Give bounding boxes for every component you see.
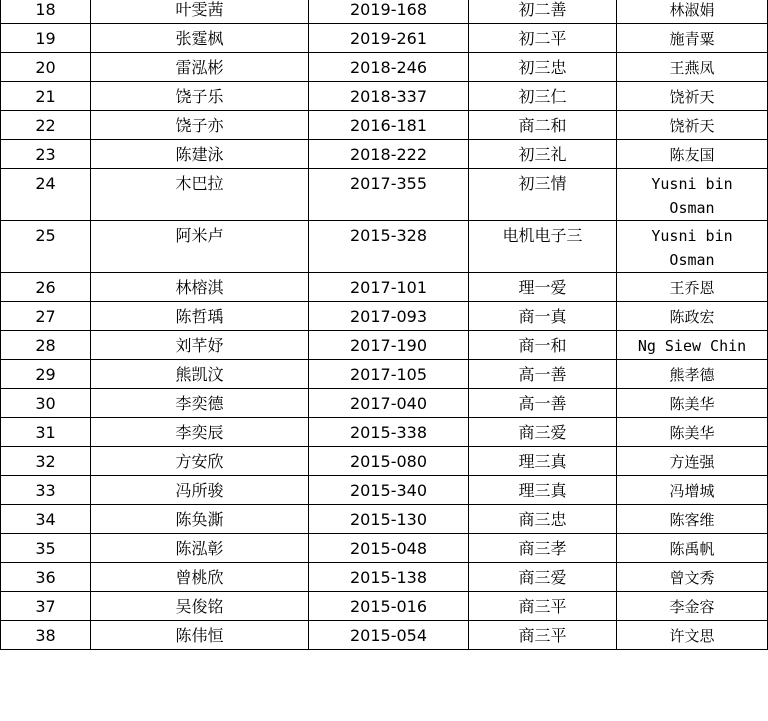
table-row <box>1 592 768 621</box>
student-name-cell: 陈哲瑀 <box>91 302 309 331</box>
student-id-cell: 2015-016 <box>309 592 469 621</box>
teacher-name-cell: 冯增城 <box>617 476 768 505</box>
teacher-name-cell: 施青粟 <box>617 24 768 53</box>
student-name-cell: 熊凯汶 <box>91 360 309 389</box>
student-id-cell: 2015-048 <box>309 534 469 563</box>
student-name-cell: 饶子乐 <box>91 82 309 111</box>
teacher-name-cell: Ng Siew Chin <box>617 331 768 360</box>
student-name-cell: 木巴拉 <box>91 169 309 221</box>
student-name-cell: 陈奂澌 <box>91 505 309 534</box>
table-row <box>1 418 768 447</box>
teacher-name-cell: 陈禹帆 <box>617 534 768 563</box>
table-row <box>1 447 768 476</box>
table-row <box>1 505 768 534</box>
student-id-cell: 2019-168 <box>309 0 469 24</box>
teacher-name-cell: 饶祈天 <box>617 82 768 111</box>
row-number-cell: 34 <box>1 505 91 534</box>
class-name-cell: 商二和 <box>469 111 617 140</box>
teacher-name-cell: 陈政宏 <box>617 302 768 331</box>
table-row <box>1 621 768 650</box>
teacher-name-cell: 陈美华 <box>617 418 768 447</box>
table-row <box>1 273 768 302</box>
student-id-cell: 2017-190 <box>309 331 469 360</box>
row-number-cell: 32 <box>1 447 91 476</box>
class-name-cell: 电机电子三 <box>469 221 617 273</box>
student-name-cell: 叶雯茜 <box>91 0 309 24</box>
student-name-cell: 吴俊铭 <box>91 592 309 621</box>
class-name-cell: 商三爱 <box>469 563 617 592</box>
class-name-cell: 理三真 <box>469 447 617 476</box>
class-name-cell: 初三礼 <box>469 140 617 169</box>
student-table-body <box>1 0 768 650</box>
class-name-cell: 初三情 <box>469 169 617 221</box>
student-name-cell: 李奕辰 <box>91 418 309 447</box>
row-number-cell: 20 <box>1 53 91 82</box>
teacher-name-cell: 王燕凤 <box>617 53 768 82</box>
row-number-cell: 27 <box>1 302 91 331</box>
class-name-cell: 理一爱 <box>469 273 617 302</box>
student-id-cell: 2015-054 <box>309 621 469 650</box>
table-row <box>1 534 768 563</box>
table-row <box>1 24 768 53</box>
row-number-cell: 26 <box>1 273 91 302</box>
teacher-name-cell: 饶祈天 <box>617 111 768 140</box>
class-name-cell: 商一和 <box>469 331 617 360</box>
table-row <box>1 302 768 331</box>
row-number-cell: 24 <box>1 169 91 221</box>
student-name-cell: 雷泓彬 <box>91 53 309 82</box>
student-name-cell: 李奕德 <box>91 389 309 418</box>
student-id-cell: 2016-181 <box>309 111 469 140</box>
table-row <box>1 331 768 360</box>
class-name-cell: 理三真 <box>469 476 617 505</box>
row-number-cell: 30 <box>1 389 91 418</box>
row-number-cell: 37 <box>1 592 91 621</box>
class-name-cell: 商三忠 <box>469 505 617 534</box>
row-number-cell: 31 <box>1 418 91 447</box>
student-id-cell: 2015-328 <box>309 221 469 273</box>
class-name-cell: 商一真 <box>469 302 617 331</box>
table-row <box>1 389 768 418</box>
row-number-cell: 22 <box>1 111 91 140</box>
student-name-cell: 方安欣 <box>91 447 309 476</box>
teacher-name-cell <box>617 169 768 221</box>
teacher-name-cell <box>617 221 768 273</box>
student-id-cell: 2015-080 <box>309 447 469 476</box>
student-name-cell: 陈泓彰 <box>91 534 309 563</box>
student-id-cell: 2018-246 <box>309 53 469 82</box>
table-row <box>1 360 768 389</box>
teacher-name-cell: 陈客维 <box>617 505 768 534</box>
row-number-cell: 18 <box>1 0 91 24</box>
student-name-cell: 张霆枫 <box>91 24 309 53</box>
student-id-cell: 2015-130 <box>309 505 469 534</box>
table-row <box>1 476 768 505</box>
student-name-cell: 曾桃欣 <box>91 563 309 592</box>
student-id-cell: 2017-093 <box>309 302 469 331</box>
teacher-name-cell: 王乔恩 <box>617 273 768 302</box>
student-id-cell: 2015-338 <box>309 418 469 447</box>
student-id-cell: 2017-105 <box>309 360 469 389</box>
student-id-cell: 2015-340 <box>309 476 469 505</box>
class-name-cell: 初二平 <box>469 24 617 53</box>
teacher-name-cell: 许文思 <box>617 621 768 650</box>
teacher-name-line: Yusni bin <box>651 175 733 193</box>
student-id-cell: 2015-138 <box>309 563 469 592</box>
student-id-cell: 2019-261 <box>309 24 469 53</box>
row-number-cell: 19 <box>1 24 91 53</box>
class-name-cell: 商三孝 <box>469 534 617 563</box>
student-id-cell: 2017-355 <box>309 169 469 221</box>
teacher-name-cell: 陈美华 <box>617 389 768 418</box>
class-name-cell: 初二善 <box>469 0 617 24</box>
class-name-cell: 高一善 <box>469 389 617 418</box>
table-row <box>1 53 768 82</box>
table-row <box>1 563 768 592</box>
class-name-cell: 商三爱 <box>469 418 617 447</box>
table-row <box>1 0 768 24</box>
student-name-cell: 陈建泳 <box>91 140 309 169</box>
teacher-name-cell: 陈友国 <box>617 140 768 169</box>
teacher-name-line: Osman <box>669 251 715 269</box>
teacher-name-cell: 熊孝德 <box>617 360 768 389</box>
teacher-name-cell: 林淑娟 <box>617 0 768 24</box>
student-name-cell: 冯所骏 <box>91 476 309 505</box>
row-number-cell: 36 <box>1 563 91 592</box>
teacher-name-cell: 曾文秀 <box>617 563 768 592</box>
student-name-cell: 林榕淇 <box>91 273 309 302</box>
student-id-cell: 2017-040 <box>309 389 469 418</box>
table-row <box>1 221 768 273</box>
row-number-cell: 29 <box>1 360 91 389</box>
class-name-cell: 商三平 <box>469 592 617 621</box>
teacher-name-cell: 李金容 <box>617 592 768 621</box>
table-row <box>1 111 768 140</box>
class-name-cell: 初三忠 <box>469 53 617 82</box>
student-id-cell: 2018-337 <box>309 82 469 111</box>
student-name-cell: 刘芊妤 <box>91 331 309 360</box>
row-number-cell: 38 <box>1 621 91 650</box>
student-name-cell: 饶子亦 <box>91 111 309 140</box>
row-number-cell: 25 <box>1 221 91 273</box>
row-number-cell: 35 <box>1 534 91 563</box>
row-number-cell: 23 <box>1 140 91 169</box>
class-name-cell: 初三仁 <box>469 82 617 111</box>
table-row <box>1 82 768 111</box>
student-id-cell: 2018-222 <box>309 140 469 169</box>
class-name-cell: 高一善 <box>469 360 617 389</box>
student-name-cell: 阿米卢 <box>91 221 309 273</box>
student-name-cell: 陈伟恒 <box>91 621 309 650</box>
table-row <box>1 140 768 169</box>
table-row <box>1 169 768 221</box>
teacher-name-cell: 方连强 <box>617 447 768 476</box>
row-number-cell: 28 <box>1 331 91 360</box>
class-name-cell: 商三平 <box>469 621 617 650</box>
student-id-cell: 2017-101 <box>309 273 469 302</box>
row-number-cell: 33 <box>1 476 91 505</box>
teacher-name-line: Yusni bin <box>651 227 733 245</box>
teacher-name-line: Osman <box>669 199 715 217</box>
row-number-cell: 21 <box>1 82 91 111</box>
